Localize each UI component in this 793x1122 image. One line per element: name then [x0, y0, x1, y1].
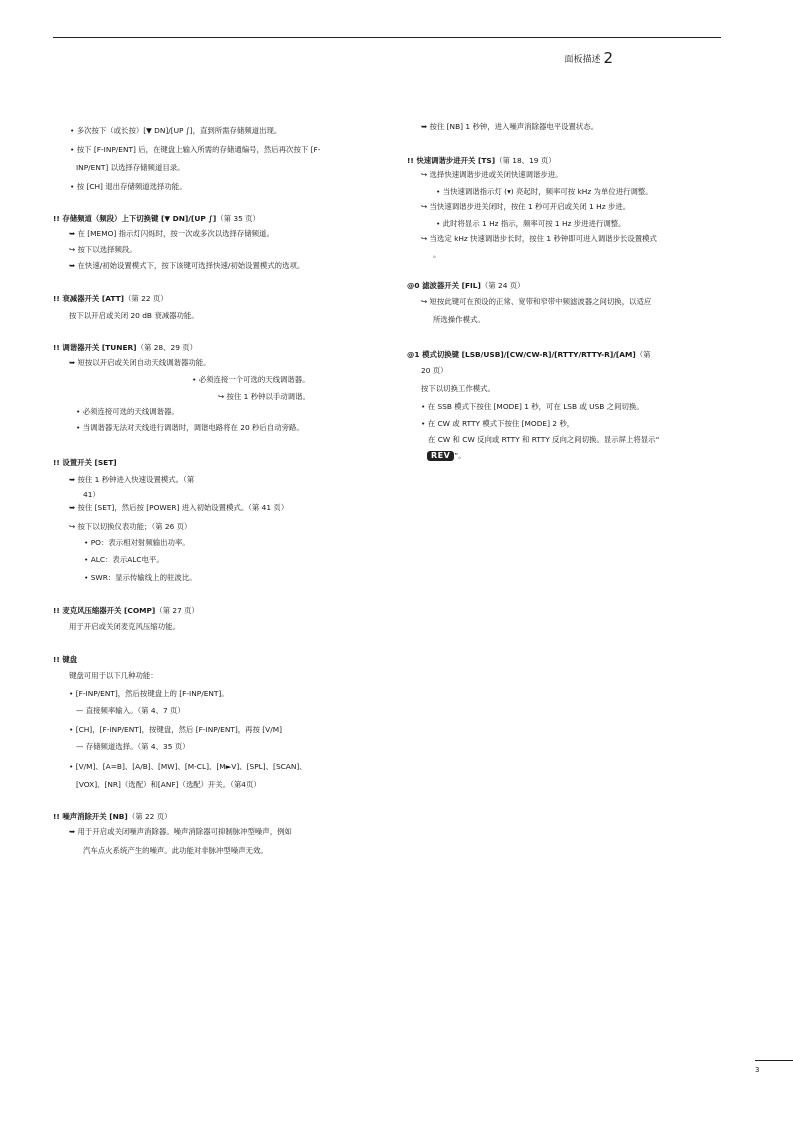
- text-line: ➥ 按住 [NB] 1 秒钟，进入噪声消除器电平设置状态。: [421, 122, 599, 131]
- section-heading: !! 麦克风压缩器开关 [COMP]（第 27 页）: [53, 606, 199, 615]
- section-heading: !! 快速调谐步进开关 [TS]（第 18、19 页）: [407, 156, 556, 165]
- rev-tail: ”。: [454, 451, 466, 460]
- page-number: 3: [755, 1066, 760, 1074]
- header-label: 面板描述: [564, 55, 601, 65]
- text-line: 用于开启或关闭麦克风压缩功能。: [69, 622, 180, 631]
- text-line: ➥ 在 [MEMO] 指示灯闪烁时，按一次或多次以选择存储频道。: [69, 229, 274, 238]
- text-line: 20 页）: [421, 366, 448, 375]
- page-header: [564, 48, 613, 66]
- section-heading: @1 模式切换键 [LSB/USB]/[CW/CW-R]/[RTTY/RTTY-R]/[AM]（第: [407, 350, 651, 359]
- text-line: 所选操作模式。: [433, 315, 485, 324]
- text-line: ➥ 按住 [SET]，然后按 [POWER] 进入初始设置模式。（第 41 页）: [69, 503, 289, 512]
- text-line: — 存储频道选择。（第 4、35 页）: [76, 742, 190, 751]
- rev-badge: REV: [427, 451, 454, 461]
- text-line: ↪ 按下以选择频段。: [69, 245, 137, 254]
- text-line: — 直接频率输入。（第 4、7 页）: [76, 706, 185, 715]
- text-line: ↪ 按下以切换仪表功能；（第 26 页）: [69, 522, 192, 531]
- section-heading: !! 键盘: [53, 655, 78, 664]
- chapter-number: 2: [603, 49, 613, 67]
- text-line: 在 CW 和 CW 反向或 RTTY 和 RTTY 反向之间切换。显示屏上将显示“: [428, 435, 660, 444]
- top-rule: [53, 37, 721, 38]
- text-line: 按下以切换工作模式。: [421, 384, 495, 393]
- text-line: • 当快速调谐指示灯 (▾) 亮起时，频率可按 kHz 为单位进行调整。: [436, 187, 653, 196]
- rev-line: [421, 451, 466, 461]
- text-line: • ALC：表示ALC电平。: [84, 555, 164, 564]
- section-heading: !! 设置开关 [SET]: [53, 458, 117, 467]
- section-heading: !! 衰减器开关 [ATT]（第 22 页）: [53, 294, 168, 303]
- text-line: ↪ 短按此键可在预设的正常、宽带和窄带中频滤波器之间切换，以适应: [421, 297, 652, 306]
- text-line: • 在 CW 或 RTTY 模式下按住 [MODE] 2 秒，: [421, 419, 575, 428]
- section-heading: !! 噪声消除开关 [NB]（第 22 页）: [53, 812, 172, 821]
- text-line: 。: [433, 250, 441, 259]
- bullet-line: INP/ENT] 以选择存储频道目录。: [76, 163, 185, 172]
- section-heading: !! 调谐器开关 [TUNER]（第 28、29 页）: [53, 343, 198, 352]
- text-line: 键盘可用于以下几种功能：: [69, 671, 158, 680]
- text-line: 汽车点火系统产生的噪声。此功能对非脉冲型噪声无效。: [83, 846, 268, 855]
- text-line: • PO：表示相对射频输出功率。: [84, 538, 190, 547]
- text-line: • [V/M]、[A=B]、[A/B]、[MW]、[M-CL]、[M►V]、[SPL]、[SCAN]、: [69, 762, 307, 771]
- text-line: • 此时将显示 1 Hz 指示，频率可按 1 Hz 步进进行调整。: [436, 219, 626, 228]
- text-line: • 在 SSB 模式下按住 [MODE] 1 秒，可在 LSB 或 USB 之间切换。: [421, 402, 644, 411]
- text-line: ➥ 用于开启或关闭噪声消除器。噪声消除器可抑制脉冲型噪声，例如: [69, 827, 292, 836]
- bullet-line: • 多次按下（或长按）[▼ DN]/[UP ∫]，直到所需存储频道出现。: [70, 126, 282, 135]
- text-line: ➥ 短按以开启或关闭自动天线调谐器功能。: [69, 358, 211, 367]
- text-line: 41）: [83, 490, 100, 499]
- section-heading: !! 存储频道（频段）上下切换键 [▼ DN]/[UP ∫]（第 35 页）: [53, 214, 260, 223]
- text-line: • 必须连接可选的天线调谐器。: [76, 407, 179, 416]
- text-line: ↪ 按住 1 秒钟以手动调谐。: [218, 392, 310, 401]
- text-line: ➥ 按住 1 秒钟进入快速设置模式。（第: [69, 475, 195, 484]
- text-line: • [CH]，[F-INP/ENT]，按键盘，然后 [F-INP/ENT]，再按 [V/M]: [69, 725, 282, 734]
- text-line: • SWR：显示传输线上的驻波比。: [84, 573, 197, 582]
- bullet-line: • 按下 [F-INP/ENT] 后，在键盘上输入所需的存储通编号，然后再次按下 [F-: [70, 145, 321, 154]
- text-line: ↪ 当选定 kHz 快速调谐步长时，按住 1 秒钟即可进入调谐步长设置模式: [421, 234, 657, 243]
- text-line: ➥ 在快速/初始设置模式下，按下该键可选择快速/初始设置模式的选项。: [69, 261, 305, 270]
- text-line: ↪ 当快速调谐步进关闭时，按住 1 秒可开启或关闭 1 Hz 步进。: [421, 202, 631, 211]
- text-line: 按下以开启或关闭 20 dB 衰减器功能。: [69, 311, 199, 320]
- text-line: • 当调谐器无法对天线进行调谐时，调谐电路将在 20 秒后自动旁路。: [76, 423, 304, 432]
- section-heading: @0 滤波器开关 [FIL]（第 24 页）: [407, 281, 525, 290]
- text-line: [VOX]、[NR]（选配）和[ANF]（选配）开关。（第4页）: [76, 780, 261, 789]
- text-line: • 必须连接一个可选的天线调谐器。: [192, 375, 310, 384]
- footer-rule: [755, 1060, 793, 1061]
- bullet-line: • 按 [CH] 退出存储频道选择功能。: [70, 182, 187, 191]
- text-line: • [F-INP/ENT]，然后按键盘上的 [F-INP/ENT]。: [69, 689, 229, 698]
- text-line: ↪ 选择快速调谐步进或关闭快速调谐步进。: [421, 170, 563, 179]
